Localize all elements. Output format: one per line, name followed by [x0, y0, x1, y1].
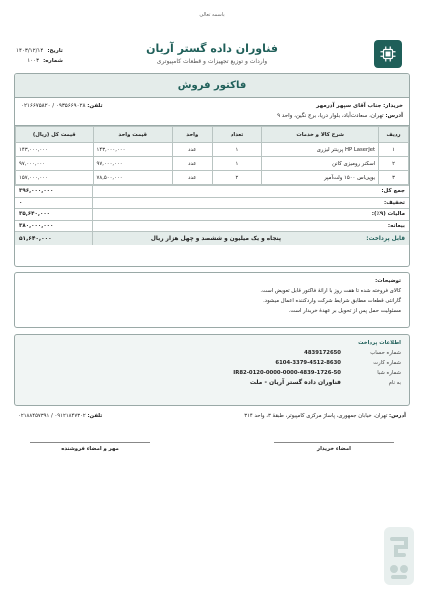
invoice-title: فاکتور فروش	[15, 74, 409, 98]
notes-box	[14, 272, 410, 328]
account-label: شماره حساب	[370, 350, 401, 356]
footer-address-value: تهران، خیابان جمهوری، پاساژ مرکزی کامپیوتر، طبقهٔ ۳، واحد ۳۱۴	[244, 413, 388, 419]
cell-row-number: ۱	[379, 143, 409, 157]
cell-unit-price: ۱۴۳,۰۰۰,۰۰۰	[93, 143, 172, 157]
table-header-row	[16, 127, 409, 143]
prepayment-label: بیعانه:	[387, 222, 405, 229]
sheba-number: IR82-0120-0000-0000-4839-1726-50	[233, 370, 341, 376]
footer-phone-value: ۰۹۱۲۱۸۴۷۳۰۲ / ۰۲۱۸۸۴۵۷۳۹۱	[18, 413, 86, 419]
footer-phone-label: تلفن:	[87, 413, 103, 419]
card-number: 6104-3379-4512-8630	[275, 360, 341, 366]
number-label: شماره:	[43, 58, 63, 64]
tax-row	[15, 208, 409, 220]
note-line: گارانتی قطعات مطابق شرایط شرکت واردکننده اعمال میشود.	[263, 298, 401, 304]
buyer-address: تهران، سعادت‌آباد، بلوار دریا، برج نگین، واحد ۹	[277, 113, 384, 119]
buyer-label: خریدار:	[383, 103, 403, 109]
cell-description: یوپی‌اس ۱۵۰۰ ولت‌آمپر	[262, 171, 379, 185]
cell-unit-price: ۹۷,۰۰۰,۰۰۰	[93, 157, 172, 171]
prepayment-value: ۳۸۰,۰۰۰,۰۰۰	[15, 221, 93, 232]
cell-row-number: ۲	[379, 157, 409, 171]
cell-description: HP LaserJet پرینتر لیزری	[262, 143, 379, 157]
cell-total: ۱۴۳,۰۰۰,۰۰۰	[16, 143, 94, 157]
cell-unit-price: ۷۸,۵۰۰,۰۰۰	[93, 171, 172, 185]
card-label: شماره کارت	[373, 360, 401, 366]
footer-phone	[18, 410, 102, 422]
payable-in-words: پنجاه و یک میلیون و ششصد و چهل هزار ریال	[150, 236, 282, 242]
cell-quantity: ۱	[212, 157, 262, 171]
phone-label: تلفن:	[87, 103, 103, 109]
col-header-unit-price: قیمت واحد	[93, 127, 172, 143]
cell-total: ۱۵۷,۰۰۰,۰۰۰	[16, 171, 94, 185]
col-header-quantity: تعداد	[212, 127, 262, 143]
cell-unit: عدد	[172, 143, 212, 157]
holder-label: به نام	[388, 380, 401, 386]
col-header-row-number: ردیف	[379, 127, 409, 143]
tax-label: مالیات (۹٪):	[371, 211, 405, 217]
subtotal-value: ۳۹۶,۰۰۰,۰۰۰	[15, 186, 93, 197]
holder-name: فناوران داده گستر آریان - ملت	[249, 379, 341, 386]
seller-signature: مهر و امضاء فروشنده	[30, 442, 150, 452]
buyer-info	[15, 98, 409, 126]
company-block	[14, 42, 410, 65]
col-header-total: قیمت کل (ریال)	[16, 127, 94, 143]
sheba-label: شماره شبا	[377, 370, 401, 376]
cell-description: اسکنر رومیزی کانن	[262, 157, 379, 171]
cell-total: ۹۷,۰۰۰,۰۰۰	[16, 157, 94, 171]
payment-box	[14, 334, 410, 406]
account-number: 4839172650	[304, 350, 341, 356]
sheba-row	[23, 368, 401, 378]
discount-label: تخفیف:	[384, 199, 405, 206]
address-label: آدرس:	[385, 113, 403, 119]
date-label: تاریخ:	[47, 48, 63, 54]
table-row	[16, 157, 409, 171]
company-tagline: واردات و توزیع تجهیزات و قطعات کامپیوتری	[156, 58, 268, 65]
note-line: کالای فروخته شده تا هفت روز با ارائهٔ فاکتور قابل تعویض است.	[260, 288, 401, 294]
holder-row	[23, 378, 401, 388]
card-row	[23, 358, 401, 368]
account-row	[23, 348, 401, 358]
table-row	[16, 171, 409, 185]
buyer-name: جناب آقای سپهر آذرمهر	[316, 103, 382, 109]
date-row	[16, 46, 63, 56]
prepayment-row	[15, 220, 409, 232]
cell-row-number: ۳	[379, 171, 409, 185]
items-table	[15, 126, 409, 185]
table-row	[16, 143, 409, 157]
buyer-signature: امضاء خریدار	[274, 442, 394, 452]
cell-unit: عدد	[172, 157, 212, 171]
buyer-phone-row	[21, 101, 103, 111]
payment-title: اطلاعات پرداخت	[358, 340, 401, 346]
note-line: مسئولیت حمل پس از تحویل بر عهدهٔ خریدار است.	[288, 308, 401, 314]
payable-value: ۵۱,۶۴۰,۰۰۰	[15, 232, 93, 245]
top-note: باسمه تعالی	[199, 12, 225, 18]
footer	[14, 410, 410, 422]
subtotal-label: جمع کل:	[381, 188, 405, 194]
footer-address	[244, 410, 406, 422]
cell-unit: عدد	[172, 171, 212, 185]
col-header-unit: واحد	[172, 127, 212, 143]
subtotal-row	[15, 185, 409, 197]
header	[14, 20, 410, 80]
payable-row	[15, 231, 409, 245]
watermark-icon	[382, 525, 416, 587]
buyer-phone: ۰۹۳۵۶۶۹۰۲۸ / ۰۲۱۶۶۷۵۸۲۰	[21, 103, 86, 109]
footer-address-label: آدرس:	[388, 413, 406, 419]
number-value: ۱۰۰۳	[27, 58, 40, 64]
company-name: فناوران داده گستر آریان	[146, 42, 278, 55]
discount-row	[15, 197, 409, 209]
notes-title: توضیحات:	[375, 278, 401, 284]
invoice-meta	[16, 46, 63, 66]
number-row	[16, 56, 63, 66]
cell-quantity: ۲	[212, 171, 262, 185]
col-header-description: شرح کالا و خدمات	[262, 127, 379, 143]
cell-quantity: ۱	[212, 143, 262, 157]
payable-label: قابل پرداخت:	[366, 236, 405, 242]
discount-value: ۰	[15, 198, 93, 209]
invoice-box	[14, 73, 410, 267]
tax-value: ۳۵,۶۴۰,۰۰۰	[15, 209, 93, 220]
date-value: ۱۴۰۳/۱۲/۱۴	[16, 48, 44, 54]
invoice-page	[14, 10, 410, 452]
